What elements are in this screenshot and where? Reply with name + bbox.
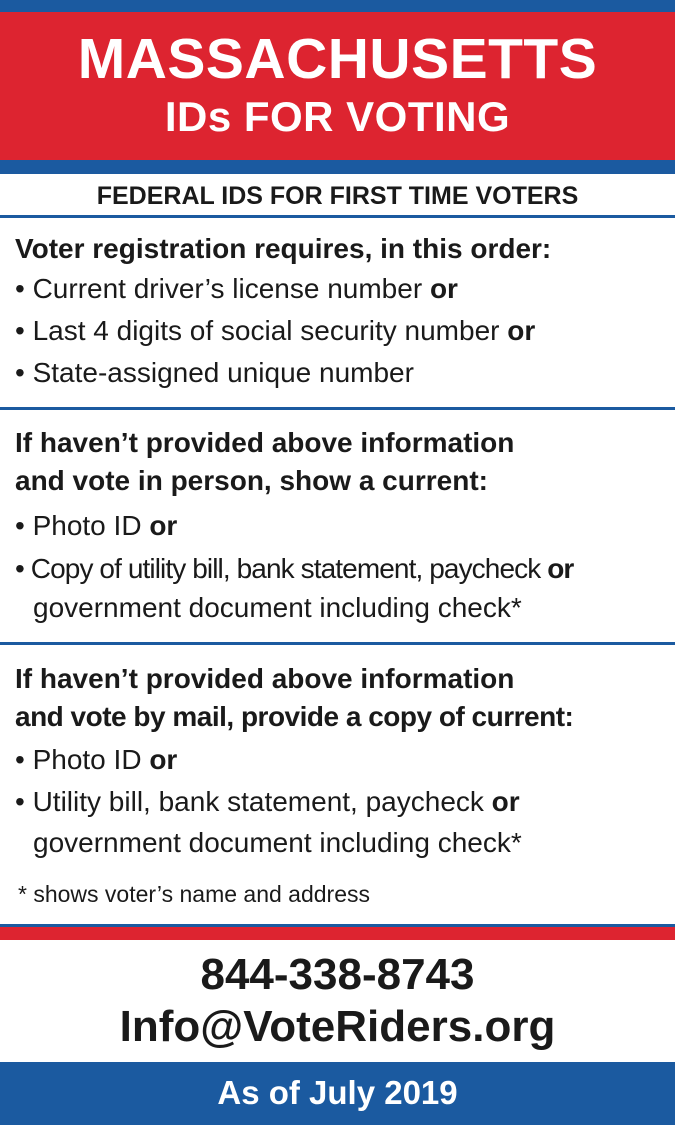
section-1-heading: Voter registration requires, in this order: <box>15 233 552 264</box>
list-item: • Current driver’s license number or <box>15 273 458 304</box>
red-band <box>0 927 675 940</box>
header-blue-bar <box>0 160 675 174</box>
section-3-heading: and vote by mail, provide a copy of current: <box>15 701 574 732</box>
section-3-heading: If haven’t provided above information <box>15 663 515 694</box>
divider <box>0 215 675 218</box>
page-subtitle: IDs FOR VOTING <box>164 93 511 140</box>
list-item-continuation: government document including check* <box>33 592 522 623</box>
phone-number: 844-338-8743 <box>200 950 475 999</box>
top-blue-bar <box>0 0 675 12</box>
page-title: MASSACHUSETTS <box>77 27 598 91</box>
divider <box>0 642 675 645</box>
list-item: • Photo ID or <box>15 510 178 541</box>
list-item: • Photo ID or <box>15 744 178 775</box>
list-item: • Utility bill, bank statement, paycheck or <box>15 786 520 817</box>
section-2-heading: and vote in person, show a current: <box>15 465 488 496</box>
section-2-heading: If haven’t provided above information <box>15 427 515 458</box>
divider <box>0 407 675 410</box>
list-item: • Last 4 digits of social security number or <box>15 315 536 346</box>
footnote: * shows voter’s name and address <box>18 881 371 907</box>
list-item: • Copy of utility bill, bank statement, paycheck or <box>15 553 574 584</box>
section-heading: FEDERAL IDS FOR FIRST TIME VOTERS <box>96 182 579 210</box>
list-item: • State-assigned unique number <box>15 357 414 388</box>
list-item-continuation: government document including check* <box>33 827 522 858</box>
email-address: Info@VoteRiders.org <box>119 1002 556 1051</box>
footer-date: As of July 2019 <box>217 1074 458 1111</box>
